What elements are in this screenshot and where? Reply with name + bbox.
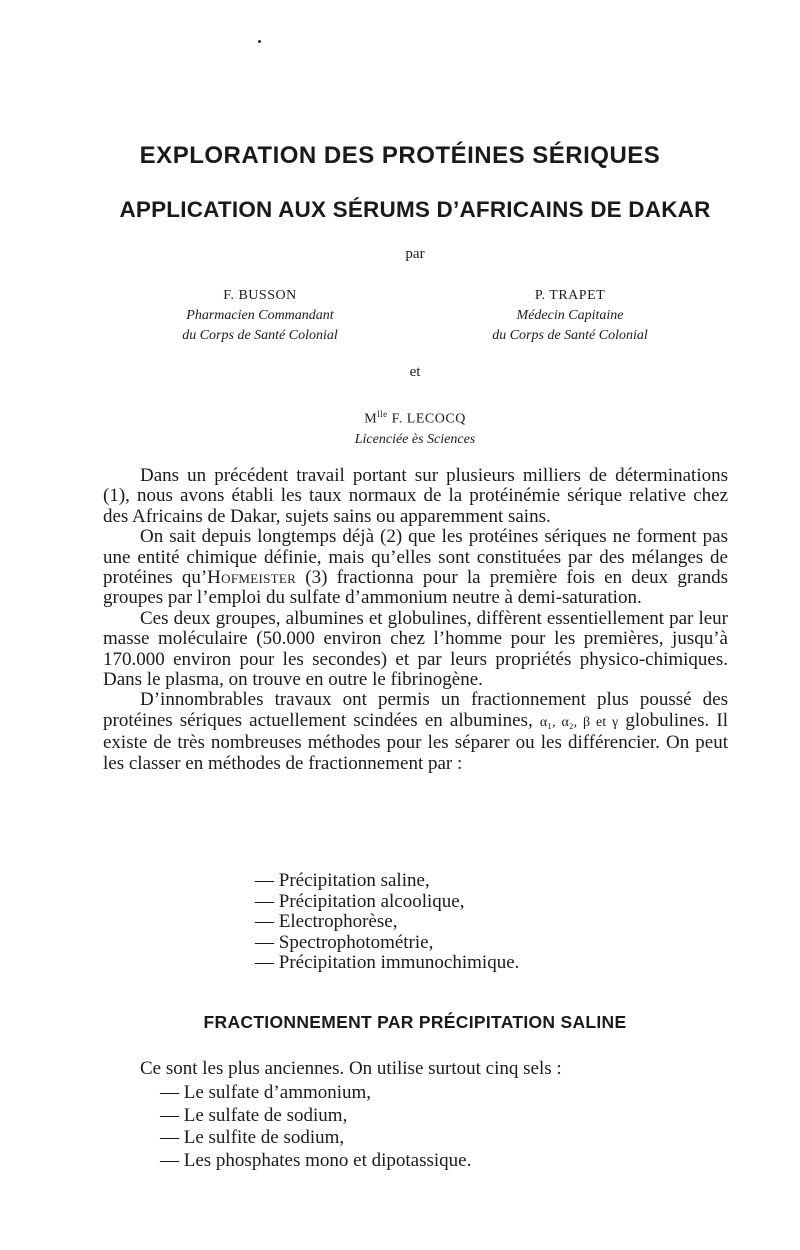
author-affiliation: du Corps de Santé Colonial	[182, 328, 338, 343]
section-heading: FRACTIONNEMENT PAR PRÉCIPITATION SALINE	[203, 1012, 627, 1032]
list-item: — Le sulfate d’ammonium,	[160, 1082, 372, 1103]
list-item: — Le sulfite de sodium,	[160, 1127, 345, 1148]
list-item: — Electrophorèse,	[255, 911, 398, 932]
list-item: — Le sulfate de sodium,	[160, 1104, 348, 1126]
paragraph-1: Dans un précédent travail portant sur plusieurs milliers de déterminations (1), nous avons établi les taux normaux de la protéinémie sérique relative chez des Africains de Dakar, sujets sains ou apparemment sains.	[103, 465, 728, 527]
paragraph-4: D’innombrables travaux ont permis un fractionnement plus poussé des protéines sériques actuellement scindées en albumines, α₁, α₂, β et γ globulines. Il existe de très nombreuses méthodes pour les séparer ou les différencier. On peut les classer en méthodes de fractionnement par :	[103, 689, 728, 774]
list-item: — Les phosphates mono et dipotassique.	[160, 1149, 472, 1171]
author-busson	[140, 286, 380, 346]
author-citation: Hofmeister	[207, 567, 297, 589]
methods-list	[255, 871, 519, 974]
paragraph-2: On sait depuis longtemps déjà (2) que les protéines sériques ne forment pas une entité chimique définie, mais qu’elles sont constituées par des mélanges de protéines qu’Hofmeister (3) fractionna pour la première fois en deux grands groupes par l’emploi du sulfate d’ammonium neutre à demi-saturation.	[103, 526, 728, 609]
list-item: — Précipitation immunochimique.	[255, 952, 520, 973]
author-name: P. TRAPET	[534, 288, 606, 303]
author-role: Médecin Capitaine	[516, 308, 624, 323]
author-affiliation: du Corps de Santé Colonial	[492, 328, 648, 343]
list-item: — Précipitation saline,	[255, 870, 430, 891]
greek-fractions: α₁, α₂, β et γ	[539, 714, 619, 730]
scan-speck	[258, 40, 261, 43]
paragraph-3: Ces deux groupes, albumines et globulines, diffèrent essentiellement par leur masse moléculaire (50.000 environ chez l’homme pour les premières, jusqu’à 170.000 environ pour les secondes) et par leurs propriétés physico-chimiques. Dans le plasma, on trouve en outre le fibrinogène.	[103, 607, 728, 691]
section-intro: Ce sont les plus anciennes. On utilise surtout cinq sels :	[140, 1058, 562, 1079]
byline-et: et	[409, 364, 421, 380]
author-trapet	[450, 286, 690, 346]
author-name: $M^{lle}$ F. LECOCQ	[364, 409, 466, 427]
byline-par: par	[405, 246, 425, 262]
author-lecocq	[295, 404, 535, 450]
article-title: EXPLORATION DES PROTÉINES SÉRIQUES	[139, 142, 661, 169]
list-item: — Spectrophotométrie,	[255, 931, 434, 953]
salts-list	[160, 1082, 471, 1172]
author-role: Pharmacien Commandant	[186, 308, 334, 323]
author-role: Licenciée ès Sciences	[354, 431, 476, 447]
article-subtitle: APPLICATION AUX SÉRUMS D’AFRICAINS DE DAKAR	[119, 197, 711, 222]
list-item: — Précipitation alcoolique,	[255, 890, 465, 912]
body-text	[103, 466, 728, 774]
author-name: F. BUSSON	[223, 288, 297, 303]
